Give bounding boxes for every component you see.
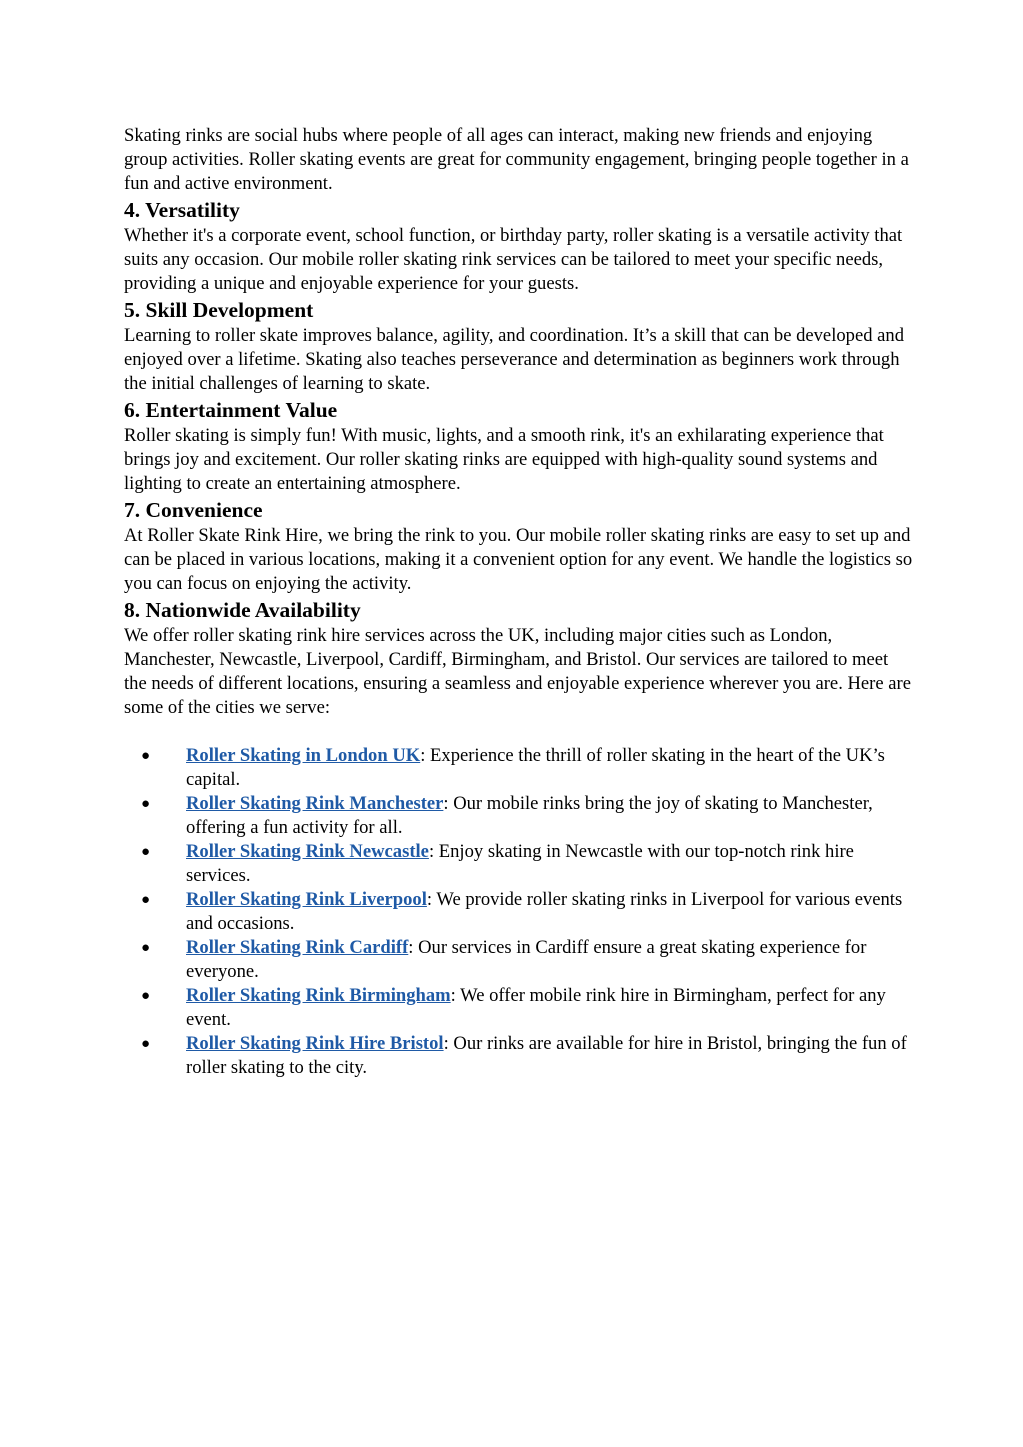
city-list [124,744,914,1080]
bullet-icon: ● [141,988,151,1004]
bullet-icon: ● [141,940,151,956]
list-item [124,888,914,936]
paragraph-skill-development: Learning to roller skate improves balance, agility, and coordination. It’s a skill that can be developed and enjoyed over a lifetime. Skating also teaches perseverance and determination as beginners work through the initial challenges of learning to skate. [124,325,904,394]
link-liverpool[interactable]: Roller Skating Rink Liverpool [186,889,427,910]
city-description: : Experience the thrill of roller skating in the heart of the UK’s capital. [186,745,885,790]
link-london[interactable]: Roller Skating in London UK [186,745,421,766]
city-description: : Enjoy skating in Newcastle with our top-notch rink hire services. [186,841,854,886]
paragraph-entertainment-value: Roller skating is simply fun! With music, lights, and a smooth rink, it's an exhilarating experience that brings joy and excitement. Our roller skating rinks are equipped with high-quality sound systems and lighting to create an entertaining atmosphere. [124,425,884,494]
heading-nationwide-availability: 8. Nationwide Availability [124,598,361,622]
list-item [124,1032,914,1080]
list-item [124,744,914,792]
intro-paragraph: Skating rinks are social hubs where people of all ages can interact, making new friends and enjoying group activities. Roller skating events are great for community engagement, bringing people together in a fun and active environment. [124,125,909,194]
link-cardiff[interactable]: Roller Skating Rink Cardiff [186,937,409,958]
list-item [124,936,914,984]
link-bristol[interactable]: Roller Skating Rink Hire Bristol [186,1033,444,1054]
link-birmingham[interactable]: Roller Skating Rink Birmingham [186,985,451,1006]
document-page [124,124,914,1080]
list-item [124,792,914,840]
city-description: : Our services in Cardiff ensure a great skating experience for everyone. [186,937,867,982]
link-newcastle[interactable]: Roller Skating Rink Newcastle [186,841,429,862]
bullet-icon: ● [141,844,151,860]
heading-versatility: 4. Versatility [124,198,240,222]
bullet-icon: ● [141,748,151,764]
bullet-icon: ● [141,892,151,908]
city-description: : Our mobile rinks bring the joy of skating to Manchester, offering a fun activity for all. [186,793,873,838]
link-manchester[interactable]: Roller Skating Rink Manchester [186,793,444,814]
heading-convenience: 7. Convenience [124,498,263,522]
bullet-icon: ● [141,1036,151,1052]
heading-skill-development: 5. Skill Development [124,298,314,322]
paragraph-nationwide-availability: We offer roller skating rink hire services across the UK, including major cities such as London, Manchester, Newcastle, Liverpool, Cardiff, Birmingham, and Bristol. Our services are tailored to meet the needs of different locations, ensuring a seamless and enjoyable experience wherever you are. Here are some of the cities we serve: [124,625,911,718]
heading-entertainment-value: 6. Entertainment Value [124,398,338,422]
list-item [124,840,914,888]
bullet-icon: ● [141,796,151,812]
city-description: : We offer mobile rink hire in Birmingham, perfect for any event. [186,985,886,1030]
city-description: : Our rinks are available for hire in Bristol, bringing the fun of roller skating to the city. [186,1033,907,1078]
paragraph-convenience: At Roller Skate Rink Hire, we bring the rink to you. Our mobile roller skating rinks are easy to set up and can be placed in various locations, making it a convenient option for any event. We handle the logistics so you can focus on enjoying the activity. [124,525,913,594]
list-item [124,984,914,1032]
paragraph-versatility: Whether it's a corporate event, school function, or birthday party, roller skating is a versatile activity that suits any occasion. Our mobile roller skating rink services can be tailored to meet your specific needs, providing a unique and enjoyable experience for your guests. [124,225,903,294]
city-description: : We provide roller skating rinks in Liverpool for various events and occasions. [186,889,903,934]
